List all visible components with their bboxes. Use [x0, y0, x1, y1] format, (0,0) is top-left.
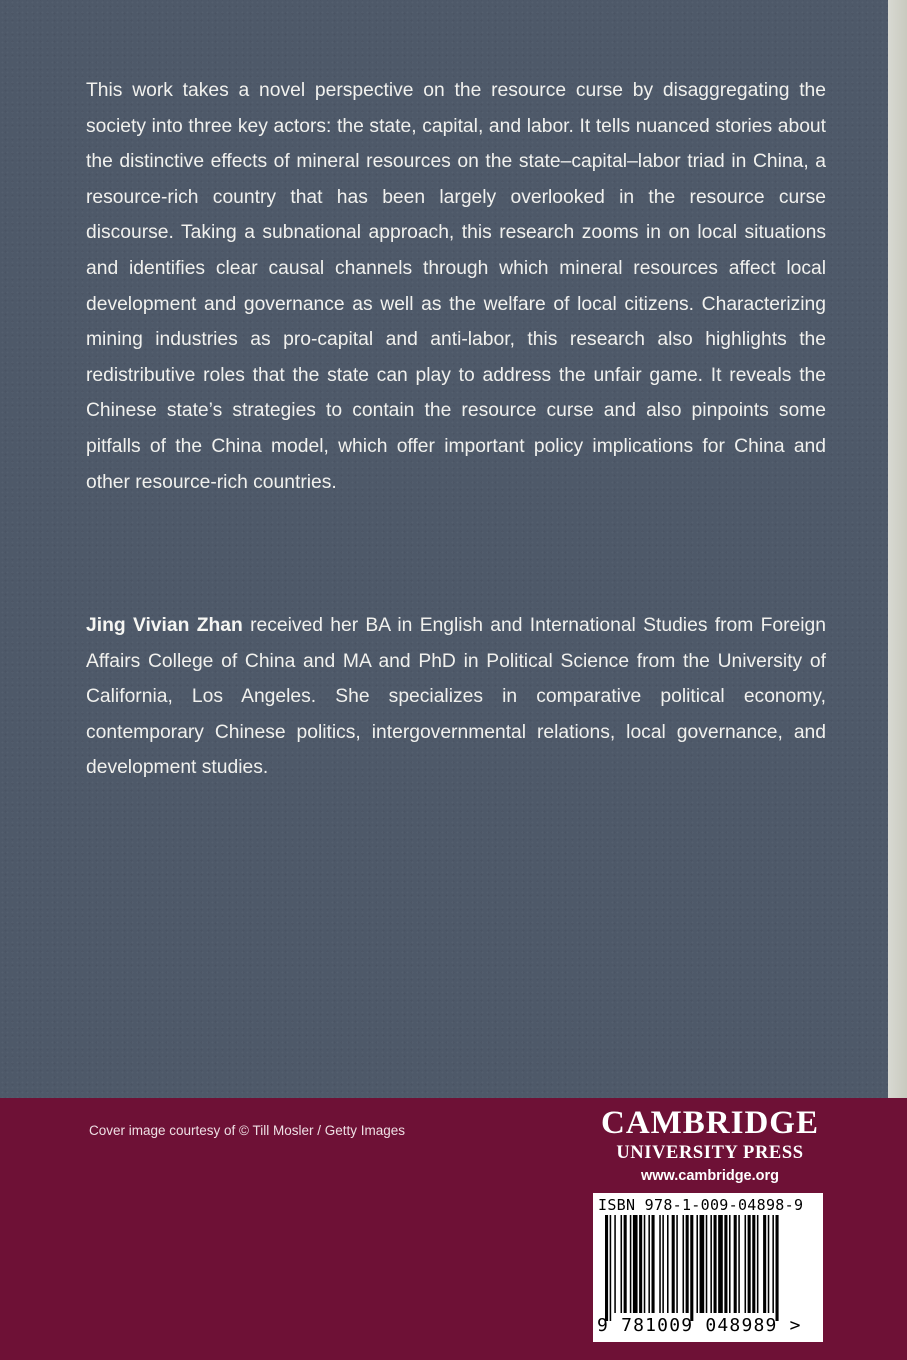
publisher-url: www.cambridge.org — [640, 1168, 780, 1184]
publisher-press: UNIVERSITY PRESS — [616, 1143, 804, 1163]
isbn-barcode — [593, 1193, 823, 1342]
publisher-logo — [590, 1104, 830, 1186]
barcode-digits: 9 781009 048989 > — [597, 1315, 802, 1336]
cover-image-credit: Cover image courtesy of © Till Mosler / Getty Images — [89, 1123, 406, 1138]
isbn-label: ISBN 978-1-009-04898-9 — [598, 1196, 804, 1214]
publisher-name: CAMBRIDGE — [600, 1105, 819, 1141]
author-bio — [86, 608, 826, 786]
book-blurb: This work takes a novel perspective on the resource curse by disaggregating the society into three key actors: the state, capital, and labor. It tells nuanced stories about the distinctive effects of mineral resources on the state–capital–labor triad in China, a resource-rich country that has been largely overlooked in the resource curse discourse. Taking a subnational approach, this research zooms in on local situations and identifies clear causal channels through which mineral resources affect local development and governance as well as the welfare of local citizens. Characterizing mining industries as pro-capital and anti-labor, this research also highlights the redistributive roles that the state can play to address the unfair game. It reveals the Chinese state’s strategies to contain the resource curse and also pinpoints some pitfalls of the China model, which offer important policy implications for China and other resource-rich countries. — [86, 80, 826, 493]
spine-edge — [888, 0, 907, 1098]
author-bio-text: received her BA in English and International Studies from Foreign Affairs College of China and MA and PhD in Political Science from the University of California, Los Angeles. She specializes in comparative political economy, contemporary Chinese politics, intergovernmental relations, local governance, and development studies. — [86, 615, 827, 779]
author-name: Jing Vivian Zhan — [86, 615, 243, 636]
